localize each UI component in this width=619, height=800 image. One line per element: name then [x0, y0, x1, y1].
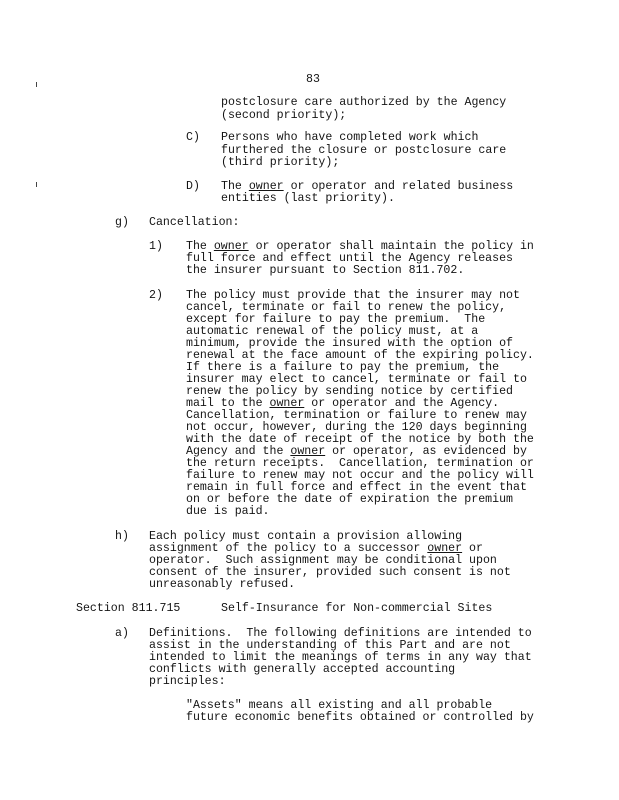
text-line: The owner or operator shall maintain the policy in: [186, 240, 534, 253]
text-line: the insurer pursuant to Section 811.702.: [186, 264, 465, 277]
text-line: failure to renew may not occur and the policy will: [186, 469, 534, 482]
text-line: unreasonably refused.: [149, 578, 296, 591]
text-line: automatic renewal of the policy must, at a: [186, 325, 479, 338]
text-line: due is paid.: [186, 505, 270, 518]
text-line: with the date of receipt of the notice by both the: [186, 433, 534, 446]
section-number: Section 811.715: [76, 602, 181, 615]
text-line: assist in the understanding of this Part and are not: [149, 639, 511, 652]
margin-mark: [36, 82, 37, 87]
item-label: h): [115, 530, 129, 543]
item-label: g): [115, 216, 129, 229]
text-line: except for failure to pay the premium. The: [186, 313, 486, 326]
margin-mark: [36, 182, 37, 187]
text-line: Each policy must contain a provision allowing: [149, 530, 463, 543]
text-line: postclosure care authorized by the Agency: [221, 96, 507, 109]
text-line: (third priority);: [221, 156, 340, 169]
section-title: Self-Insurance for Non-commercial Sites: [221, 602, 493, 615]
text-line: "Assets" means all existing and all probable: [186, 699, 493, 712]
page-number: 83: [306, 73, 320, 86]
underlined-term: owner: [269, 397, 305, 410]
text-line: renewal at the face amount of the expiring policy.: [186, 349, 534, 362]
text-line: Agency and the owner or operator, as evidenced by: [186, 445, 527, 458]
underlined-term: owner: [290, 445, 326, 458]
item-label: a): [115, 627, 129, 640]
text-line: on or before the date of expiration the premium: [186, 493, 513, 506]
text-line: furthered the closure or postclosure care: [221, 144, 507, 157]
text-line: Persons who have completed work which: [221, 131, 479, 144]
text-line: mail to the owner or operator and the Agency.: [186, 397, 500, 410]
text-line: not occur, however, during the 120 days beginning: [186, 421, 527, 434]
section-heading: Cancellation:: [149, 216, 240, 229]
text-line: the return receipts. Cancellation, termination or: [186, 457, 534, 470]
text-line: Cancellation, termination or failure to renew may: [186, 409, 527, 422]
text-line: (second priority);: [221, 109, 347, 122]
text-line: remain in full force and effect in the event that: [186, 481, 527, 494]
item-label: 1): [149, 240, 163, 253]
text-line: consent of the insurer, provided such consent is not: [149, 566, 511, 579]
text-line: full force and effect until the Agency releases: [186, 252, 513, 265]
text-line: If there is a failure to pay the premium, the: [186, 361, 500, 374]
text-line: The policy must provide that the insurer may not: [186, 289, 520, 302]
underlined-term: owner: [427, 542, 463, 555]
text-line: conflicts with generally accepted accounting: [149, 663, 456, 676]
text-line: entities (last priority).: [221, 192, 395, 205]
text-line: The owner or operator and related business: [221, 180, 514, 193]
text-line: minimum, provide the insured with the option of: [186, 337, 513, 350]
underlined-term: owner: [213, 240, 249, 253]
text-line: insurer may elect to cancel, terminate or fail to: [186, 373, 527, 386]
text-line: operator. Such assignment may be conditional upon: [149, 554, 497, 567]
text-line: Definitions. The following definitions are intended to: [149, 627, 532, 640]
text-line: future economic benefits obtained or controlled by: [186, 711, 534, 724]
text-line: assignment of the policy to a successor owner or: [149, 542, 483, 555]
item-label: 2): [149, 289, 163, 302]
item-label: C): [186, 131, 200, 144]
item-label: D): [186, 180, 200, 193]
underlined-term: owner: [248, 180, 284, 193]
text-line: principles:: [149, 675, 226, 688]
text-line: cancel, terminate or fail to renew the policy,: [186, 301, 507, 314]
text-line: renew the policy by sending notice by certified: [186, 385, 513, 398]
text-line: intended to limit the meanings of terms in any way that: [149, 651, 532, 664]
